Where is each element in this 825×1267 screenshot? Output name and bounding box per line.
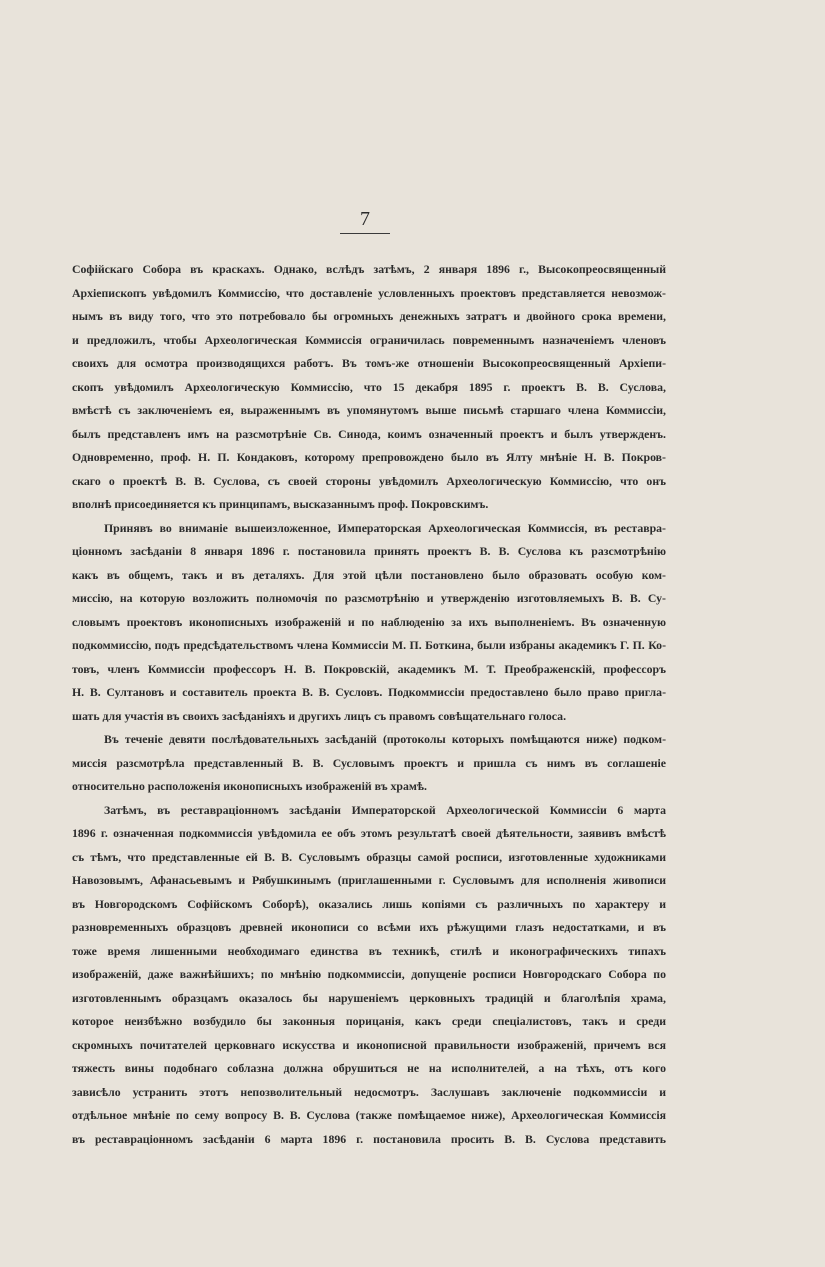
text-line: скопъ увѣдомилъ Археологическую Коммиссію, что 15 декабря 1895 г. проектъ В. В. Суслова,	[72, 379, 666, 394]
text-line: скаго о проектѣ В. В. Суслова, съ своей стороны увѣдомилъ Археологическую Коммиссію, что онъ	[72, 473, 666, 488]
text-line: и предложилъ, чтобы Археологическая Коммиссія ограничилась повременнымъ назначеніемъ членовъ	[72, 332, 666, 347]
text-line: съ тѣмъ, что представленные ей В. В. Сусловымъ образцы самой росписи, изготовленные художниками	[72, 849, 666, 864]
text-line: Н. В. Султановъ и составитель проекта В. В. Сусловъ. Подкоммиссіи предоставлено было право пригла-	[72, 685, 666, 699]
text-line: миссію, на которую возложить полномочія по разсмотрѣнію и утвержденію изготовляемыхъ В. В. Су-	[72, 591, 666, 605]
text-line: нымъ въ виду того, что это потребовало бы огромныхъ денежныхъ затратъ и двойного срока времени,	[72, 309, 666, 323]
text-line: Навозовымъ, Афанасьевымъ и Рябушкинымъ (приглашенными г. Сусловымъ для исполненія живописи	[72, 873, 666, 887]
text-line: миссія разсмотрѣла представленный В. В. Сусловымъ проектъ и пришла съ нимъ въ соглашеніе	[72, 755, 666, 770]
text-line: изображеній, даже важнѣйшихъ; по мнѣнію подкоммиссіи, допущеніе росписи Новгородскаго Собора по	[72, 967, 666, 981]
text-line: въ реставраціонномъ засѣданіи 6 марта 1896 г. постановила просить В. В. Суслова представить	[72, 1131, 666, 1146]
text-line: Архіепископъ увѣдомилъ Коммиссію, что доставленіе условленныхъ проектовъ представляется невозмож-	[72, 285, 666, 300]
paragraph	[72, 799, 666, 1152]
text-line: ціонномъ засѣданіи 8 января 1896 г. постановила принять проектъ В. В. Суслова къ разсмотрѣнію	[72, 544, 666, 558]
text-line: тяжесть вины подобнаго соблазна должна обрушиться не на исполнителей, а на тѣхъ, отъ кого	[72, 1061, 666, 1075]
text-line: вполнѣ присоединяется къ принципамъ, высказаннымъ проф. Покровскимъ.	[72, 497, 489, 511]
text-line: товъ, членъ Коммиссіи профессоръ Н. В. Покровскій, академикъ М. Т. Преображенскій, профессоръ	[72, 661, 666, 676]
paragraph	[72, 728, 666, 799]
text-line: былъ представленъ имъ на разсмотрѣніе Св. Синода, коимъ означенный проектъ и былъ утвержденъ.	[72, 426, 666, 441]
text-line: своихъ для осмотра производящихся работъ. Въ томъ-же отношеніи Высокопреосвященный Архіепи-	[72, 356, 666, 370]
text-line: относительно расположенія иконописныхъ изображеній въ храмѣ.	[72, 779, 427, 793]
text-line: тоже время лишенными необходимаго единства въ техникѣ, стилѣ и иконографическихъ типахъ	[72, 943, 666, 958]
text-line: вмѣстѣ съ заключеніемъ ея, выраженнымъ въ упомянутомъ выше письмѣ старшаго члена Коммиссіи,	[72, 403, 666, 417]
text-line: Затѣмъ, въ реставраціонномъ засѣданіи Императорской Археологической Коммиссіи 6 марта	[104, 802, 666, 817]
text-line: зависѣло устранить этотъ непозволительный недосмотръ. Заслушавъ заключеніе подкоммиссіи и	[72, 1084, 666, 1099]
text-line: скромныхъ почитателей церковнаго искусства и иконописной правильности изображеній, причемъ вся	[72, 1037, 666, 1052]
text-line: въ Новгородскомъ Софійскомъ Соборѣ), оказались лишь копіями съ различныхъ по характеру и	[72, 896, 666, 911]
text-line: 1896 г. означенная подкоммиссія увѣдомила ее объ этомъ результатѣ своей дѣятельности, заявивъ вмѣстѣ	[72, 826, 666, 840]
paragraph	[72, 517, 666, 729]
text-line: отдѣльное мнѣніе по сему вопросу В. В. Суслова (также помѣщаемое ниже), Археологическая Коммиссія	[72, 1108, 666, 1122]
body-text	[72, 258, 666, 1151]
page-number-rule	[340, 233, 390, 234]
text-line: Въ теченіе девяти послѣдовательныхъ засѣданій (протоколы которыхъ помѣщаются ниже) подком-	[104, 732, 666, 746]
text-line: шать для участія въ своихъ засѣданіяхъ и другихъ лицъ съ правомъ совѣщательнаго голоса.	[72, 708, 567, 723]
text-line: подкоммиссію, подъ предсѣдательствомъ члена Коммиссіи М. П. Боткина, были избраны академикъ Г. П. Ко-	[72, 638, 666, 652]
text-line: Софійскаго Собора въ краскахъ. Однако, вслѣдъ затѣмъ, 2 января 1896 г., Высокопреосвященный	[72, 262, 666, 276]
text-line: какъ въ общемъ, такъ и въ деталяхъ. Для этой цѣли постановлено было образовать особую ком-	[72, 567, 666, 582]
text-line: разновременныхъ образцовъ древней иконописи со всѣми ихъ рѣжущими глазъ недостатками, и въ	[72, 920, 666, 934]
page-number: 7	[360, 208, 370, 230]
text-line: которое неизбѣжно возбудило бы законныя порицанія, какъ среди спеціалистовъ, такъ и среди	[72, 1014, 666, 1028]
text-line: Одновременно, проф. Н. П. Кондаковъ, которому препровождено было въ Ялту мнѣніе Н. В. Покров-	[72, 450, 666, 464]
text-line: словымъ проектовъ иконописныхъ изображеній и по наблюденію за ихъ выполненіемъ. Въ означенную	[72, 614, 666, 629]
text-line: Принявъ во вниманіе вышеизложенное, Императорская Археологическая Коммиссія, въ реставра-	[104, 520, 666, 535]
text-line: изготовленнымъ образцамъ оказалось бы нарушеніемъ церковныхъ традицій и благолѣпія храма,	[72, 990, 666, 1005]
paragraph	[72, 258, 666, 517]
